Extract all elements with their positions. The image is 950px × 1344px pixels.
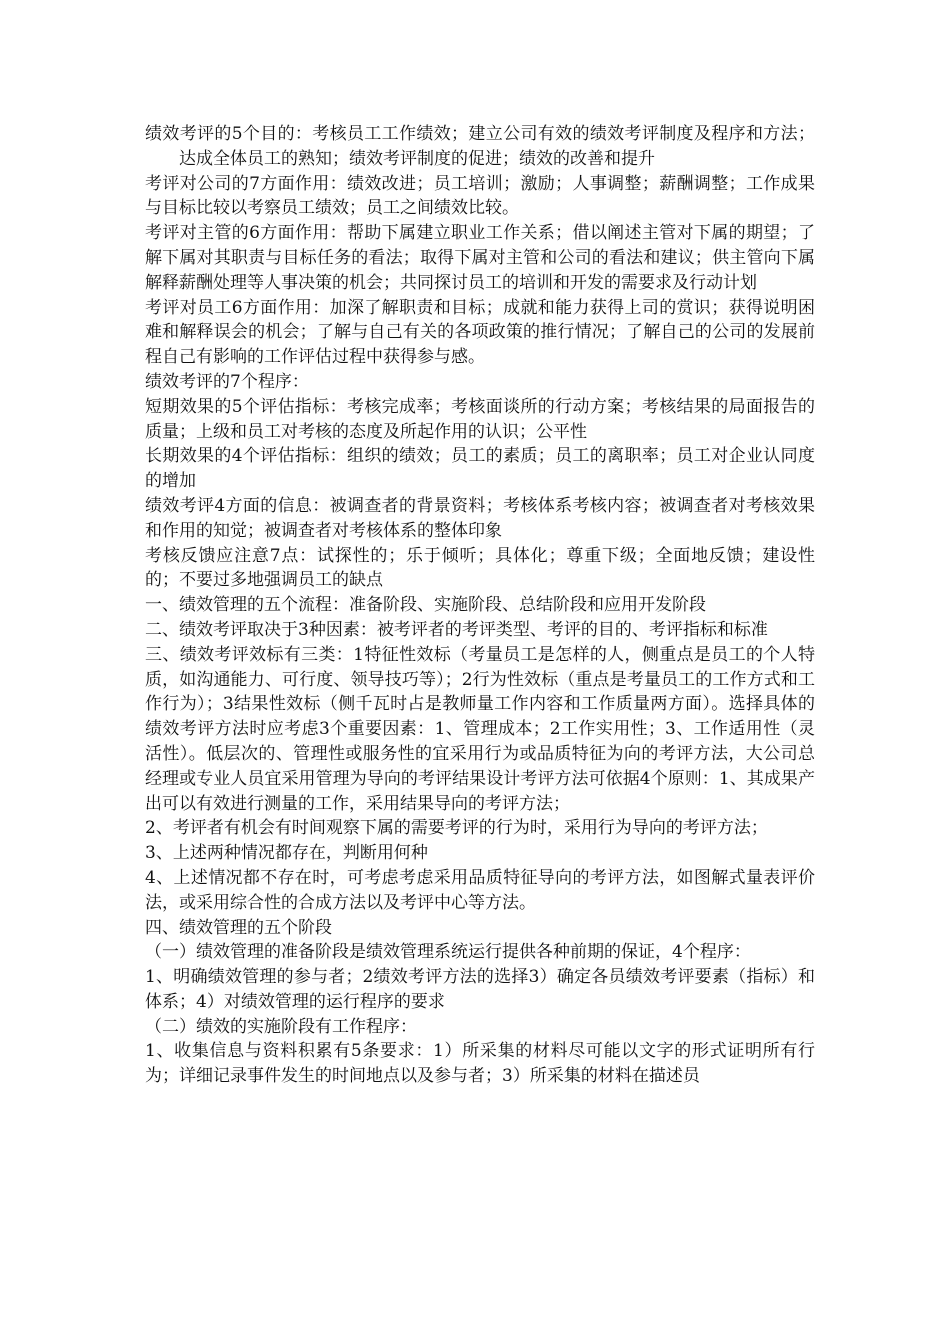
paragraph-principle-two: 2、考评者有机会有时间观察下属的需要考评的行为时，采用行为导向的考评方法； xyxy=(145,818,768,839)
paragraph-section-four: 四、绩效管理的五个阶段 xyxy=(145,917,332,938)
paragraph-procedures-heading: 绩效考评的7个程序： xyxy=(145,371,309,392)
paragraph-short-term-indicators: 短期效果的5个评估指标：考核完成率；考核面谈所的行动方案；考核结果的局面报告的质量；上级和员工对考核的态度及所起作用的认识；公平性 xyxy=(145,396,815,442)
paragraph-section-two: 二、绩效考评取决于3种因素：被考评者的考评类型、考评的目的、考评指标和标准 xyxy=(145,619,768,640)
paragraph-long-term-indicators: 长期效果的4个评估指标：组织的绩效；员工的素质；员工的离职率；员工对企业认同度的增加 xyxy=(145,446,815,492)
paragraph-company-effects: 考评对公司的7方面作用：绩效改进；员工培训；激励；人事调整；薪酬调整；工作成果与目标比较以考察员工绩效；员工之间绩效比较。 xyxy=(145,173,815,219)
paragraph-principle-three: 3、上述两种情况都存在，判断用何种 xyxy=(145,843,428,864)
paragraph-implementation-stage: （二）绩效的实施阶段有工作程序： xyxy=(145,1016,417,1037)
paragraph-section-one: 一、绩效管理的五个流程：准备阶段、实施阶段、总结阶段和应用开发阶段 xyxy=(145,595,706,616)
paragraph-information-aspects: 绩效考评4方面的信息：被调查者的背景资料；考核体系考核内容；被调查者对考核效果和作用的知觉；被调查者对考核体系的整体印象 xyxy=(145,495,815,541)
paragraph-information-collection: 1、收集信息与资料积累有5条要求：1）所采集的材料尽可能以文字的形式证明所有行为；详细记录事件发生的时间地点以及参与者；3）所采集的材料在描述员 xyxy=(145,1041,815,1087)
paragraph-section-three: 三、绩效考评效标有三类：1特征性效标（考量员工是怎样的人，侧重点是员工的个人特质，如沟通能力、可行度、领导技巧等）；2行为性效标（重点是考量员工的工作方式和工作行为）；3结果性效标（侧千瓦时占是教师量工作内容和工作质量两方面）。选择具体的绩效考评方法时应考虑3个重要因素：1、管理成本；2工作实用性；3、工作适用性（灵活性）。低层次的、管理性或服务性的宜采用行为或品质特征为向的考评方法，大公司总经理或专业人员宜采用管理为导向的考评结果设计考评方法可依据4个原则：1、其成果产出可以有效进行测量的工作，采用结果导向的考评方法； xyxy=(145,644,815,814)
document-body xyxy=(145,122,815,1089)
paragraph-preparation-steps: 1、明确绩效管理的参与者；2绩效考评方法的选择3）确定各员绩效考评要素（指标）和体系；4）对绩效管理的运行程序的要求 xyxy=(145,967,815,1012)
paragraph-principle-four: 4、上述情况都不存在时，可考虑考虑采用品质特征导向的考评方法，如图解式量表评价法，或采用综合性的合成方法以及考评中心等方法。 xyxy=(145,867,815,913)
paragraph-employee-effects: 考评对员工6方面作用：加深了解职责和目标；成就和能力获得上司的赏识；获得说明困难和解释误会的机会；了解与自己有关的各项政策的推行情况；了解自己的公司的发展前程自己有影响的工作评估过程中获得参与感。 xyxy=(145,297,815,368)
paragraph-purposes: 绩效考评的5个目的：考核员工工作绩效；建立公司有效的绩效考评制度及程序和方法；达成全体员工的熟知；绩效考评制度的促进；绩效的改善和提升 xyxy=(145,124,815,169)
paragraph-preparation-stage: （一）绩效管理的准备阶段是绩效管理系统运行提供各种前期的保证，4个程序： xyxy=(145,942,751,963)
paragraph-supervisor-effects: 考评对主管的6方面作用：帮助下属建立职业工作关系；借以阐述主管对下属的期望；了解下属对其职责与目标任务的看法；取得下属对主管和公司的看法和建议；供主管向下属解释薪酬处理等人事决策的机会；共同探讨员工的培训和开发的需要求及行动计划 xyxy=(145,223,815,293)
paragraph-feedback-points: 考核反馈应注意7点：试探性的；乐于倾听；具体化；尊重下级；全面地反馈；建设性的；不要过多地强调员工的缺点 xyxy=(145,545,815,591)
